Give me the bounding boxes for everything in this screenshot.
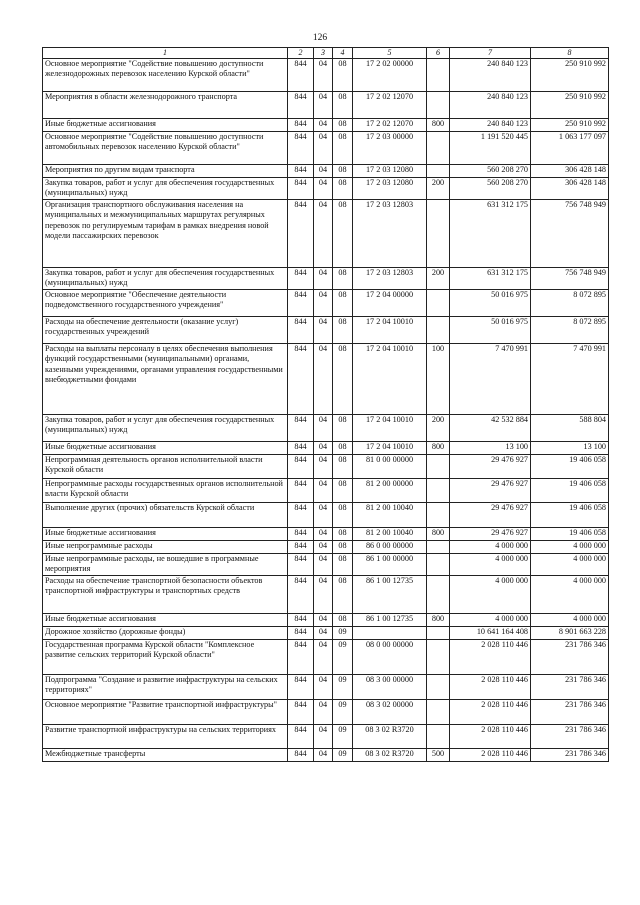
row-expense-type — [427, 165, 450, 178]
row-ministry-code: 844 — [288, 59, 314, 92]
row-amount-year-1: 1 191 520 445 — [450, 132, 531, 165]
row-subsection-code: 08 — [333, 528, 353, 541]
table-row — [43, 700, 609, 725]
table-row — [43, 415, 609, 442]
row-amount-year-1: 560 208 270 — [450, 165, 531, 178]
row-name: Расходы на выплаты персоналу в целях обеспечения выполнения функций государственными (муниципальными) органами, казенными учреждениями, органами управления государственными внебюджетными фондами — [43, 344, 288, 415]
row-section-code: 04 — [314, 92, 333, 119]
row-target-code: 86 1 00 12735 — [353, 576, 427, 614]
row-section-code: 04 — [314, 344, 333, 415]
row-ministry-code: 844 — [288, 442, 314, 455]
row-ministry-code: 844 — [288, 455, 314, 479]
row-subsection-code: 08 — [333, 132, 353, 165]
row-subsection-code: 08 — [333, 178, 353, 200]
row-amount-year-1: 2 028 110 446 — [450, 640, 531, 675]
row-name: Расходы на обеспечение транспортной безопасности объектов транспортной инфраструктуры и транспортных средств — [43, 576, 288, 614]
row-amount-year-2: 1 063 177 097 — [531, 132, 609, 165]
row-section-code: 04 — [314, 749, 333, 762]
row-section-code: 04 — [314, 541, 333, 554]
row-name: Основное мероприятие "Содействие повышению доступности автомобильных перевозок населению Курской области" — [43, 132, 288, 165]
row-subsection-code: 08 — [333, 92, 353, 119]
row-amount-year-1: 631 312 175 — [450, 268, 531, 290]
row-subsection-code: 08 — [333, 344, 353, 415]
row-section-code: 04 — [314, 675, 333, 700]
row-target-code — [353, 627, 427, 640]
row-expense-type — [427, 132, 450, 165]
row-subsection-code: 08 — [333, 200, 353, 268]
row-amount-year-1: 2 028 110 446 — [450, 700, 531, 725]
row-ministry-code: 844 — [288, 290, 314, 317]
column-header: 5 — [353, 48, 427, 59]
row-amount-year-2: 588 804 — [531, 415, 609, 442]
table-row — [43, 59, 609, 92]
row-name: Непрограммные расходы государственных органов исполнительной власти Курской области — [43, 479, 288, 503]
row-subsection-code: 08 — [333, 455, 353, 479]
row-subsection-code: 08 — [333, 479, 353, 503]
row-amount-year-2: 250 910 992 — [531, 59, 609, 92]
row-target-code: 17 2 03 12803 — [353, 268, 427, 290]
row-expense-type — [427, 317, 450, 344]
row-amount-year-1: 50 016 975 — [450, 317, 531, 344]
table-row — [43, 627, 609, 640]
row-subsection-code: 08 — [333, 290, 353, 317]
row-amount-year-2: 4 000 000 — [531, 554, 609, 576]
row-ministry-code: 844 — [288, 503, 314, 528]
row-amount-year-2: 19 406 058 — [531, 455, 609, 479]
row-section-code: 04 — [314, 627, 333, 640]
row-ministry-code: 844 — [288, 317, 314, 344]
row-amount-year-1: 240 840 123 — [450, 119, 531, 132]
row-ministry-code: 844 — [288, 576, 314, 614]
row-amount-year-1: 2 028 110 446 — [450, 675, 531, 700]
table-row — [43, 576, 609, 614]
row-expense-type: 800 — [427, 119, 450, 132]
row-name: Развитие транспортной инфраструктуры на сельских территориях — [43, 725, 288, 749]
row-section-code: 04 — [314, 119, 333, 132]
row-target-code: 86 1 00 00000 — [353, 554, 427, 576]
row-ministry-code: 844 — [288, 528, 314, 541]
row-amount-year-1: 50 016 975 — [450, 290, 531, 317]
row-name: Дорожное хозяйство (дорожные фонды) — [43, 627, 288, 640]
row-ministry-code: 844 — [288, 614, 314, 627]
row-ministry-code: 844 — [288, 119, 314, 132]
table-row — [43, 725, 609, 749]
row-expense-type — [427, 554, 450, 576]
row-section-code: 04 — [314, 442, 333, 455]
row-subsection-code: 08 — [333, 268, 353, 290]
row-ministry-code: 844 — [288, 675, 314, 700]
row-section-code: 04 — [314, 554, 333, 576]
row-expense-type — [427, 700, 450, 725]
row-target-code: 86 1 00 12735 — [353, 614, 427, 627]
row-ministry-code: 844 — [288, 640, 314, 675]
row-expense-type — [427, 479, 450, 503]
table-row — [43, 554, 609, 576]
row-target-code: 08 3 02 R3720 — [353, 725, 427, 749]
table-row — [43, 455, 609, 479]
row-subsection-code: 08 — [333, 119, 353, 132]
row-name: Иные непрограммные расходы — [43, 541, 288, 554]
row-target-code: 86 0 00 00000 — [353, 541, 427, 554]
row-expense-type — [427, 290, 450, 317]
table-row — [43, 317, 609, 344]
row-target-code: 08 0 00 00000 — [353, 640, 427, 675]
table-row — [43, 614, 609, 627]
row-target-code: 81 2 00 00000 — [353, 479, 427, 503]
row-ministry-code: 844 — [288, 178, 314, 200]
row-amount-year-2: 231 786 346 — [531, 749, 609, 762]
row-expense-type: 800 — [427, 442, 450, 455]
row-subsection-code: 08 — [333, 59, 353, 92]
row-expense-type — [427, 675, 450, 700]
row-target-code: 81 2 00 10040 — [353, 503, 427, 528]
row-amount-year-1: 631 312 175 — [450, 200, 531, 268]
row-section-code: 04 — [314, 200, 333, 268]
row-amount-year-2: 306 428 148 — [531, 178, 609, 200]
row-target-code: 17 2 03 12080 — [353, 178, 427, 200]
row-expense-type — [427, 59, 450, 92]
row-section-code: 04 — [314, 59, 333, 92]
row-subsection-code: 09 — [333, 640, 353, 675]
row-subsection-code: 08 — [333, 442, 353, 455]
table-header-row — [43, 48, 609, 59]
table-row — [43, 119, 609, 132]
row-target-code: 81 0 00 00000 — [353, 455, 427, 479]
row-subsection-code: 08 — [333, 554, 353, 576]
page-number: 126 — [312, 33, 328, 43]
column-header: 8 — [531, 48, 609, 59]
row-ministry-code: 844 — [288, 200, 314, 268]
row-expense-type — [427, 200, 450, 268]
row-expense-type: 200 — [427, 268, 450, 290]
column-header: 4 — [333, 48, 353, 59]
row-amount-year-1: 29 476 927 — [450, 479, 531, 503]
row-ministry-code: 844 — [288, 725, 314, 749]
table-row — [43, 640, 609, 675]
row-name: Иные бюджетные ассигнования — [43, 528, 288, 541]
row-amount-year-1: 2 028 110 446 — [450, 725, 531, 749]
row-expense-type: 800 — [427, 614, 450, 627]
row-section-code: 04 — [314, 455, 333, 479]
table-row — [43, 92, 609, 119]
row-name: Подпрограмма "Создание и развитие инфраструктуры на сельских территориях" — [43, 675, 288, 700]
row-ministry-code: 844 — [288, 165, 314, 178]
row-target-code: 17 2 04 10010 — [353, 442, 427, 455]
column-header: 2 — [288, 48, 314, 59]
row-amount-year-2: 8 901 663 228 — [531, 627, 609, 640]
row-name: Основное мероприятие "Содействие повышению доступности железнодорожных перевозок населению Курской области" — [43, 59, 288, 92]
row-expense-type — [427, 640, 450, 675]
table-row — [43, 165, 609, 178]
row-target-code: 17 2 02 12070 — [353, 92, 427, 119]
row-subsection-code: 08 — [333, 576, 353, 614]
row-amount-year-2: 4 000 000 — [531, 614, 609, 627]
row-ministry-code: 844 — [288, 541, 314, 554]
row-section-code: 04 — [314, 725, 333, 749]
row-target-code: 17 2 03 00000 — [353, 132, 427, 165]
row-amount-year-1: 7 470 991 — [450, 344, 531, 415]
row-name: Расходы на обеспечение деятельности (оказание услуг) государственных учреждений — [43, 317, 288, 344]
row-ministry-code: 844 — [288, 627, 314, 640]
row-expense-type: 500 — [427, 749, 450, 762]
row-section-code: 04 — [314, 640, 333, 675]
row-section-code: 04 — [314, 700, 333, 725]
row-ministry-code: 844 — [288, 415, 314, 442]
row-amount-year-2: 250 910 992 — [531, 92, 609, 119]
row-subsection-code: 09 — [333, 725, 353, 749]
row-target-code: 17 2 04 10010 — [353, 317, 427, 344]
row-subsection-code: 08 — [333, 165, 353, 178]
row-target-code: 17 2 04 10010 — [353, 344, 427, 415]
row-section-code: 04 — [314, 576, 333, 614]
row-name: Непрограммная деятельность органов исполнительной власти Курской области — [43, 455, 288, 479]
row-subsection-code: 09 — [333, 749, 353, 762]
row-name: Основное мероприятие "Развитие транспортной инфраструктуры" — [43, 700, 288, 725]
table-row — [43, 200, 609, 268]
row-subsection-code: 08 — [333, 503, 353, 528]
row-expense-type — [427, 92, 450, 119]
row-expense-type — [427, 725, 450, 749]
row-amount-year-2: 250 910 992 — [531, 119, 609, 132]
row-section-code: 04 — [314, 479, 333, 503]
row-amount-year-2: 231 786 346 — [531, 725, 609, 749]
row-subsection-code: 08 — [333, 317, 353, 344]
row-amount-year-1: 29 476 927 — [450, 528, 531, 541]
table-row — [43, 442, 609, 455]
row-amount-year-1: 10 641 164 408 — [450, 627, 531, 640]
row-amount-year-1: 240 840 123 — [450, 59, 531, 92]
row-subsection-code: 09 — [333, 627, 353, 640]
row-section-code: 04 — [314, 165, 333, 178]
row-amount-year-1: 560 208 270 — [450, 178, 531, 200]
row-target-code: 08 3 02 00000 — [353, 700, 427, 725]
table-row — [43, 290, 609, 317]
row-amount-year-1: 240 840 123 — [450, 92, 531, 119]
row-amount-year-1: 4 000 000 — [450, 554, 531, 576]
row-section-code: 04 — [314, 528, 333, 541]
row-name: Выполнение других (прочих) обязательств Курской области — [43, 503, 288, 528]
row-subsection-code: 09 — [333, 675, 353, 700]
row-name: Закупка товаров, работ и услуг для обеспечения государственных (муниципальных) нужд — [43, 268, 288, 290]
row-expense-type — [427, 576, 450, 614]
row-name: Иные бюджетные ассигнования — [43, 119, 288, 132]
table-row — [43, 344, 609, 415]
row-name: Основное мероприятие "Обеспечение деятельности подведомственного государственного учреждения" — [43, 290, 288, 317]
row-name: Иные непрограммные расходы, не вошедшие в программные мероприятия — [43, 554, 288, 576]
row-amount-year-1: 4 000 000 — [450, 541, 531, 554]
row-subsection-code: 08 — [333, 614, 353, 627]
row-amount-year-2: 756 748 949 — [531, 200, 609, 268]
row-expense-type — [427, 541, 450, 554]
row-amount-year-2: 4 000 000 — [531, 541, 609, 554]
row-amount-year-2: 756 748 949 — [531, 268, 609, 290]
row-amount-year-1: 4 000 000 — [450, 576, 531, 614]
table-body — [43, 59, 609, 762]
row-expense-type — [427, 455, 450, 479]
row-subsection-code: 09 — [333, 700, 353, 725]
row-amount-year-2: 19 406 058 — [531, 528, 609, 541]
row-name: Мероприятия в области железнодорожного транспорта — [43, 92, 288, 119]
row-amount-year-2: 13 100 — [531, 442, 609, 455]
column-header: 1 — [43, 48, 288, 59]
row-subsection-code: 08 — [333, 541, 353, 554]
row-amount-year-2: 4 000 000 — [531, 576, 609, 614]
table-row — [43, 268, 609, 290]
row-expense-type — [427, 503, 450, 528]
row-amount-year-2: 231 786 346 — [531, 675, 609, 700]
row-amount-year-1: 2 028 110 446 — [450, 749, 531, 762]
row-amount-year-1: 4 000 000 — [450, 614, 531, 627]
row-amount-year-1: 13 100 — [450, 442, 531, 455]
row-amount-year-2: 19 406 058 — [531, 503, 609, 528]
row-name: Закупка товаров, работ и услуг для обеспечения государственных (муниципальных) нужд — [43, 178, 288, 200]
row-amount-year-2: 231 786 346 — [531, 700, 609, 725]
table-row — [43, 479, 609, 503]
row-ministry-code: 844 — [288, 700, 314, 725]
row-section-code: 04 — [314, 614, 333, 627]
row-amount-year-2: 7 470 991 — [531, 344, 609, 415]
row-name: Закупка товаров, работ и услуг для обеспечения государственных (муниципальных) нужд — [43, 415, 288, 442]
row-section-code: 04 — [314, 290, 333, 317]
row-target-code: 17 2 04 00000 — [353, 290, 427, 317]
row-amount-year-2: 8 072 895 — [531, 317, 609, 344]
row-name: Мероприятия по другим видам транспорта — [43, 165, 288, 178]
row-target-code: 17 2 03 12803 — [353, 200, 427, 268]
row-section-code: 04 — [314, 178, 333, 200]
row-target-code: 17 2 02 12070 — [353, 119, 427, 132]
row-ministry-code: 844 — [288, 132, 314, 165]
row-section-code: 04 — [314, 132, 333, 165]
row-subsection-code: 08 — [333, 415, 353, 442]
table-row — [43, 132, 609, 165]
row-ministry-code: 844 — [288, 479, 314, 503]
row-target-code: 08 3 00 00000 — [353, 675, 427, 700]
row-ministry-code: 844 — [288, 92, 314, 119]
row-name: Межбюджетные трансферты — [43, 749, 288, 762]
row-amount-year-2: 306 428 148 — [531, 165, 609, 178]
row-amount-year-2: 231 786 346 — [531, 640, 609, 675]
table-row — [43, 749, 609, 762]
row-name: Государственная программа Курской области "Комплексное развитие сельских территорий Курской области" — [43, 640, 288, 675]
row-expense-type — [427, 627, 450, 640]
column-header: 3 — [314, 48, 333, 59]
row-ministry-code: 844 — [288, 268, 314, 290]
row-name: Иные бюджетные ассигнования — [43, 614, 288, 627]
row-name: Организация транспортного обслуживания населения на муниципальных и межмуниципальных маршрутах регулярных перевозок по регулируемым тарифам в рамках внедрения новой модели пассажирских перевозок — [43, 200, 288, 268]
row-expense-type: 800 — [427, 528, 450, 541]
budget-table — [42, 47, 609, 762]
row-section-code: 04 — [314, 268, 333, 290]
table-row — [43, 675, 609, 700]
row-ministry-code: 844 — [288, 344, 314, 415]
row-amount-year-1: 42 532 884 — [450, 415, 531, 442]
table-row — [43, 528, 609, 541]
column-header: 7 — [450, 48, 531, 59]
row-section-code: 04 — [314, 317, 333, 344]
row-amount-year-2: 8 072 895 — [531, 290, 609, 317]
row-target-code: 17 2 02 00000 — [353, 59, 427, 92]
table-row — [43, 503, 609, 528]
row-target-code: 17 2 04 10010 — [353, 415, 427, 442]
table-row — [43, 178, 609, 200]
row-target-code: 17 2 03 12080 — [353, 165, 427, 178]
row-expense-type: 200 — [427, 178, 450, 200]
row-target-code: 08 3 02 R3720 — [353, 749, 427, 762]
row-section-code: 04 — [314, 415, 333, 442]
row-target-code: 81 2 00 10040 — [353, 528, 427, 541]
row-section-code: 04 — [314, 503, 333, 528]
row-amount-year-1: 29 476 927 — [450, 503, 531, 528]
column-header: 6 — [427, 48, 450, 59]
row-amount-year-2: 19 406 058 — [531, 479, 609, 503]
table-row — [43, 541, 609, 554]
row-amount-year-1: 29 476 927 — [450, 455, 531, 479]
row-ministry-code: 844 — [288, 749, 314, 762]
row-ministry-code: 844 — [288, 554, 314, 576]
row-name: Иные бюджетные ассигнования — [43, 442, 288, 455]
row-expense-type: 100 — [427, 344, 450, 415]
row-expense-type: 200 — [427, 415, 450, 442]
